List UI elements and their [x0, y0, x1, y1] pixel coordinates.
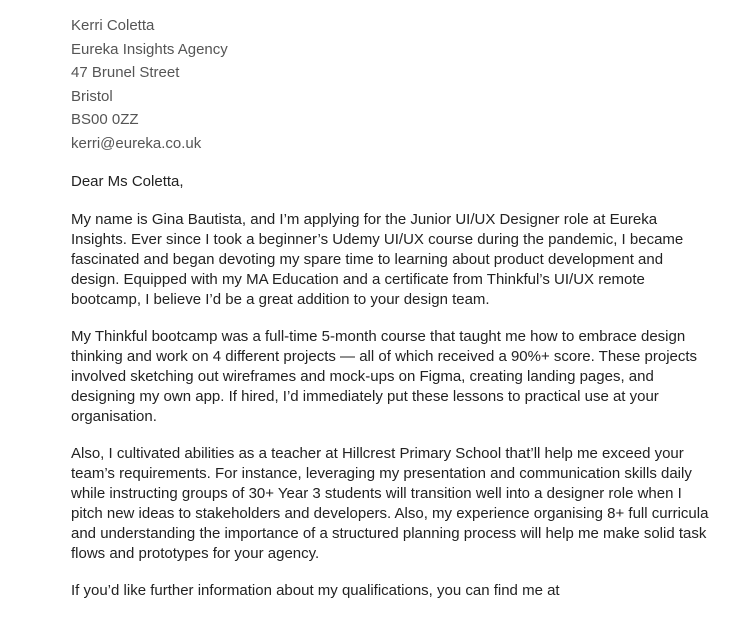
paragraph-line: Insights. Ever since I took a beginner’s Udemy UI/UX course during the pandemic, I became — [71, 230, 684, 248]
paragraph-line: design. Equipped with my MA Education and a certificate from Thinkful’s UI/UX remote — [71, 270, 645, 288]
cover-letter — [71, 14, 711, 601]
salutation: Dear Ms Coletta, — [71, 172, 184, 190]
paragraph-line: while instructing groups of 30+ Year 3 students will transition well into a designer role when I — [71, 484, 682, 502]
paragraph-line: team’s requirements. For instance, leveraging my presentation and communication skills daily — [71, 464, 692, 482]
recipient-email: kerri@eureka.co.uk — [71, 134, 202, 152]
paragraph-line: My Thinkful bootcamp was a full-time 5-month course that taught me how to embrace design — [71, 327, 686, 345]
paragraph-closing — [71, 581, 711, 601]
paragraph-line: bootcamp, I believe I’d be a great addition to your design team. — [71, 290, 490, 308]
paragraph-line: pitch new ideas to stakeholders and developers. Also, my experience organising 8+ full curricula — [71, 504, 709, 522]
recipient-city: Bristol — [71, 87, 113, 105]
paragraph-line: designing my own app. If hired, I’d immediately put these lessons to practical use at your — [71, 387, 659, 405]
paragraph-line: fascinated and began devoting my spare time to learning about product development and — [71, 250, 664, 268]
paragraph-line: organisation. — [71, 407, 157, 425]
paragraph-line: Also, I cultivated abilities as a teacher at Hillcrest Primary School that’ll help me exceed your — [71, 444, 684, 462]
recipient-postcode: BS00 0ZZ — [71, 111, 139, 129]
paragraph-bootcamp — [71, 327, 711, 427]
recipient-address — [71, 14, 711, 156]
paragraph-intro — [71, 210, 711, 310]
recipient-street: 47 Brunel Street — [71, 64, 180, 82]
paragraph-line: My name is Gina Bautista, and I’m applying for the Junior UI/UX Designer role at Eureka — [71, 210, 658, 228]
paragraph-line: and understanding the importance of a structured planning process will help me make solid task — [71, 524, 707, 542]
paragraph-line: involved sketching out wireframes and mock-ups on Figma, creating landing pages, and — [71, 367, 654, 385]
recipient-name: Kerri Coletta — [71, 17, 155, 34]
paragraph-line: If you’d like further information about my qualifications, you can find me at — [71, 581, 560, 599]
recipient-company: Eureka Insights Agency — [71, 40, 228, 58]
paragraph-line: thinking and work on 4 different projects — all of which received a 90%+ score. These projects — [71, 347, 698, 365]
paragraph-line: flows and prototypes for your agency. — [71, 544, 320, 562]
paragraph-teaching — [71, 444, 711, 564]
